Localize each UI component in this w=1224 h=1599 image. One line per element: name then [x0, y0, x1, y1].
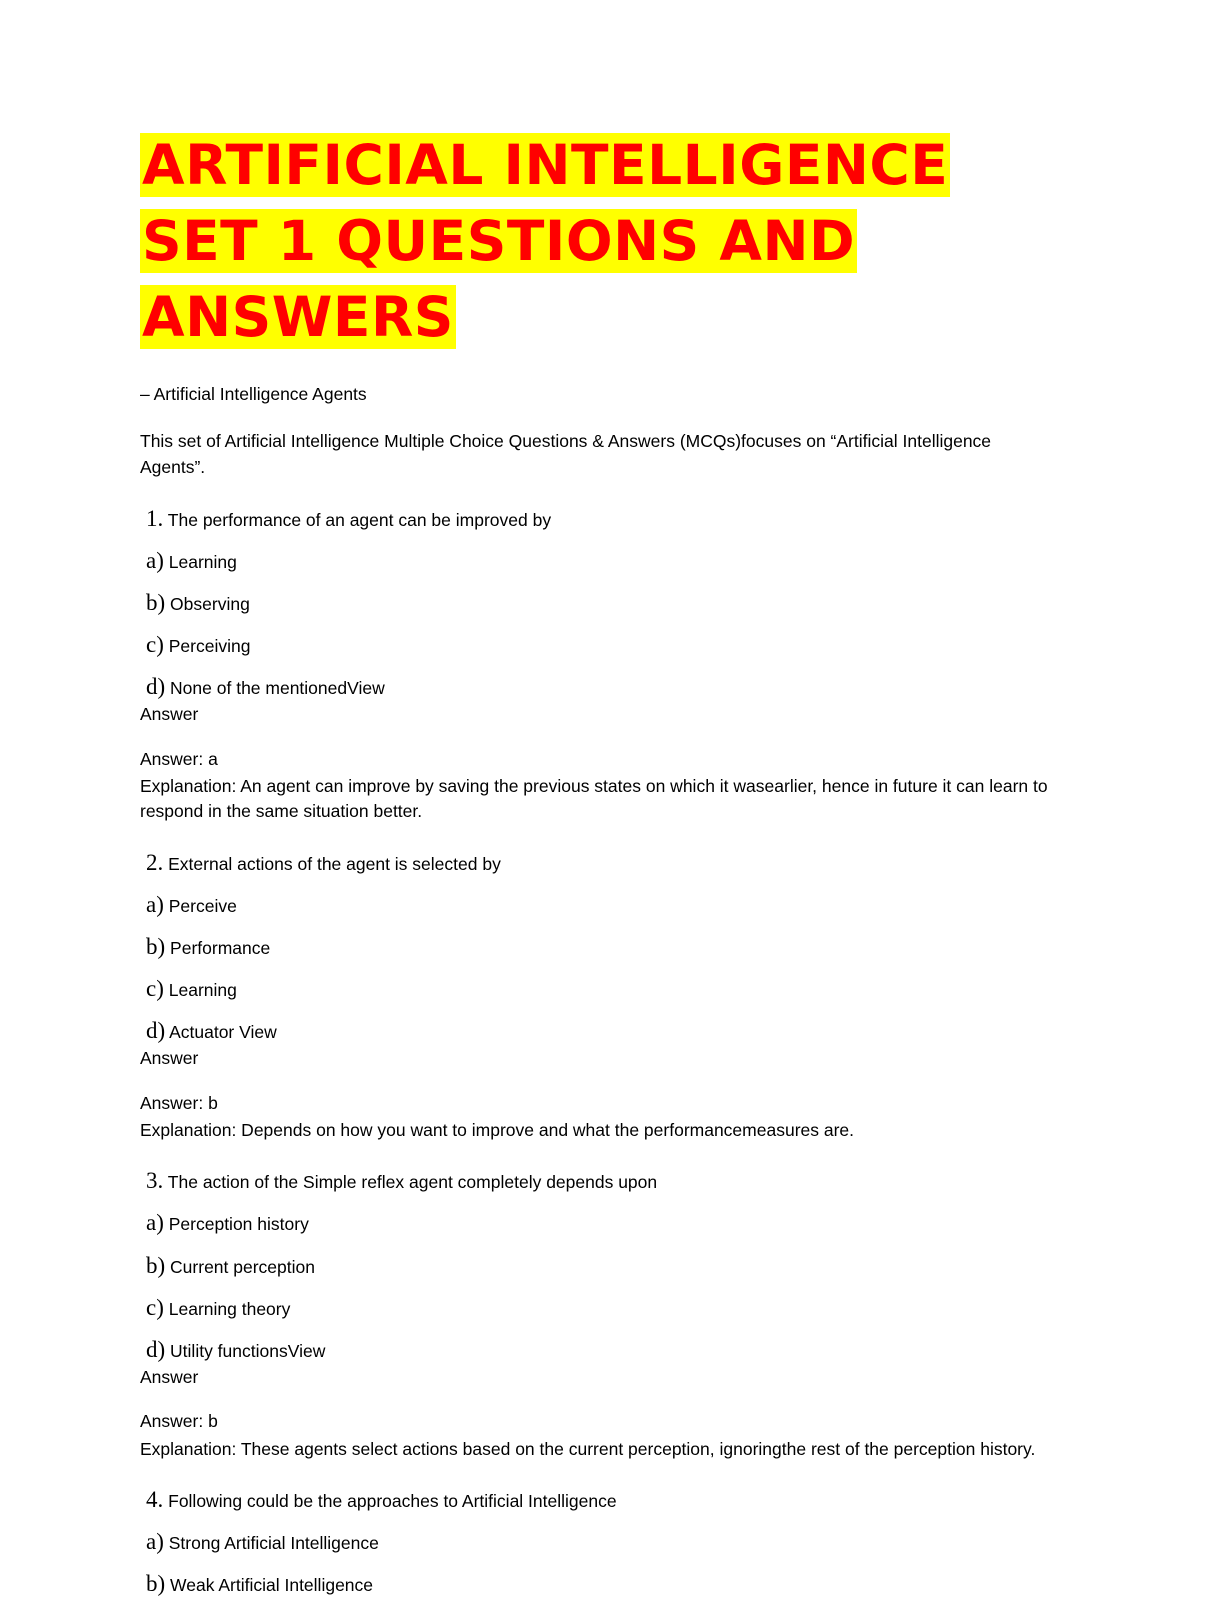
page-title-line-1: ARTIFICIAL INTELLIGENCE — [142, 133, 949, 197]
page-title-line-2: SET 1 QUESTIONS AND — [142, 208, 856, 273]
option-letter: a) — [146, 547, 164, 573]
option-item — [146, 1292, 1100, 1323]
option-letter: c) — [146, 631, 164, 657]
option-letter: b) — [146, 589, 166, 615]
option-item — [146, 671, 1100, 702]
explanation-line: Explanation: These agents select actions based on the current perception, ignoringthe rest of the perception history. — [140, 1438, 1036, 1459]
option-text: Current perception — [170, 1256, 315, 1277]
question-text: The action of the Simple reflex agent completely depends upon — [167, 1172, 658, 1193]
option-letter: c) — [146, 975, 164, 1001]
page-title-line-3: ANSWERS — [142, 284, 454, 349]
question-text: Following could be the approaches to Artificial Intelligence — [168, 1491, 617, 1512]
answer-line: Answer: b — [140, 1411, 218, 1432]
option-item — [146, 1526, 1100, 1557]
option-text: Strong Artificial Intelligence — [168, 1533, 379, 1554]
option-item — [146, 973, 1100, 1004]
answer-block — [140, 1091, 1090, 1144]
document-intro: This set of Artificial Intelligence Multiple Choice Questions & Answers (MCQs)focuses on “Artificial Intelligence Agents”. — [140, 431, 992, 477]
option-text: Learning — [168, 979, 237, 1000]
explanation-line: Explanation: An agent can improve by saving the previous states on which it wasearlier, hence in future it can learn to respond in the same situation better. — [140, 776, 1048, 822]
document-subtitle: – Artificial Intelligence Agents — [140, 383, 367, 404]
option-letter: a) — [146, 891, 164, 917]
option-continuation: Answer — [140, 1048, 199, 1069]
question-number: 2. — [146, 849, 164, 875]
question-block — [140, 1165, 1100, 1462]
option-text: Learning theory — [168, 1298, 291, 1319]
option-item — [146, 1207, 1100, 1238]
question-line — [146, 1484, 1100, 1515]
option-letter: b) — [146, 933, 166, 959]
question-block — [140, 503, 1100, 825]
option-continuation: Answer — [140, 704, 199, 725]
explanation-line: Explanation: Depends on how you want to improve and what the performancemeasures are. — [140, 1120, 855, 1141]
option-item — [146, 629, 1100, 660]
option-letter: b) — [146, 1252, 166, 1278]
page-title — [140, 128, 1100, 356]
option-item — [146, 1334, 1100, 1365]
answer-block — [140, 747, 1090, 825]
option-text: Learning — [168, 551, 237, 572]
answer-block — [140, 1409, 1090, 1462]
option-text: Performance — [170, 937, 271, 958]
answer-line: Answer: a — [140, 748, 218, 769]
option-letter: a) — [146, 1529, 164, 1555]
option-letter: d) — [146, 1336, 166, 1362]
question-line — [146, 1165, 1100, 1196]
option-item — [146, 587, 1100, 618]
question-text: External actions of the agent is selected by — [168, 853, 501, 874]
question-block — [140, 1484, 1100, 1599]
option-letter: d) — [146, 674, 166, 700]
option-item — [146, 545, 1100, 576]
option-text: Perception history — [168, 1214, 309, 1235]
option-item — [146, 931, 1100, 962]
option-text: Utility functionsView — [170, 1340, 326, 1361]
question-line — [146, 847, 1100, 878]
question-number: 3. — [146, 1168, 164, 1194]
document-content — [140, 128, 1100, 1599]
question-block — [140, 847, 1100, 1144]
option-item — [146, 1015, 1100, 1046]
option-item — [146, 1250, 1100, 1281]
option-text: Perceiving — [168, 635, 251, 656]
option-letter: a) — [146, 1210, 164, 1236]
option-item — [146, 889, 1100, 920]
question-number: 4. — [146, 1487, 164, 1513]
option-letter: d) — [146, 1018, 166, 1043]
option-text: Perceive — [168, 895, 237, 916]
question-line — [146, 503, 1100, 534]
option-continuation: Answer — [140, 1366, 199, 1387]
option-letter: b) — [146, 1571, 166, 1597]
option-text: Observing — [170, 593, 250, 614]
option-text: None of the mentionedView — [170, 678, 385, 699]
option-letter: c) — [146, 1294, 164, 1320]
option-text: Actuator View — [169, 1022, 277, 1042]
answer-line: Answer: b — [140, 1092, 218, 1113]
option-text: Weak Artificial Intelligence — [170, 1575, 374, 1596]
question-text: The performance of an agent can be improved by — [167, 509, 552, 530]
question-number: 1. — [146, 505, 164, 531]
